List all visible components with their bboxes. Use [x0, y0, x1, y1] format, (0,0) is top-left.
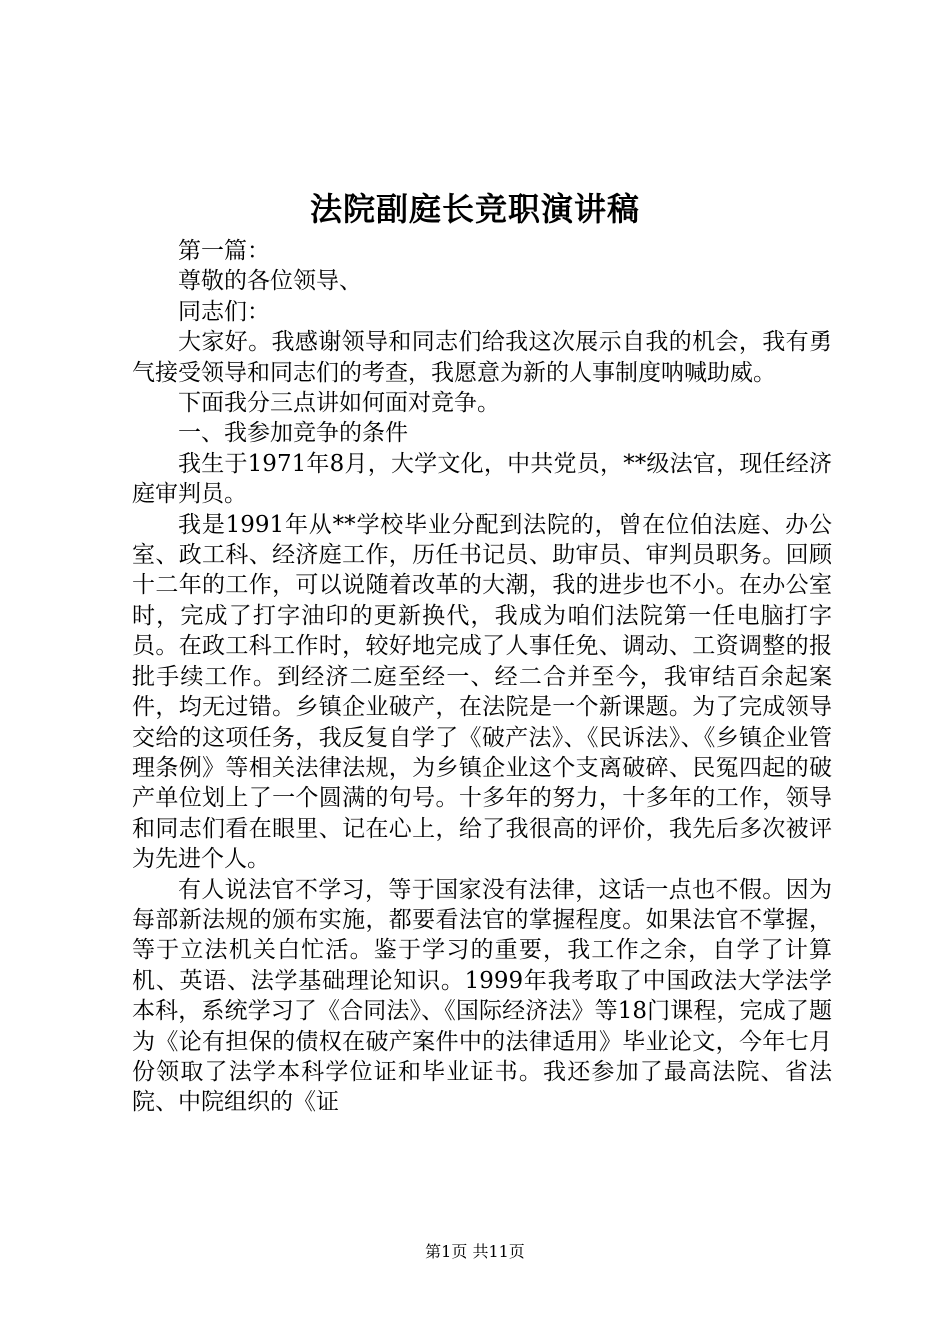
paragraph-greeting: 大家好。我感谢领导和同志们给我这次展示自我的机会，我有勇气接受领导和同志们的考查，我愿意为新的人事制度呐喊助威。 [132, 329, 832, 386]
salutation-line-1: 尊敬的各位领导、 [178, 268, 362, 295]
document-body [132, 236, 832, 1118]
section-heading: 第一篇： [178, 238, 270, 264]
paragraph-intro: 下面我分三点讲如何面对竞争。 [178, 390, 500, 417]
salutation-line-2: 同志们： [178, 298, 270, 325]
paragraph-study: 有人说法官不学习，等于国家没有法律，这话一点也不假。因为每部新法规的颁布实施，都要看法官的掌握程度。如果法官不掌握，等于立法机关白忙活。鉴于学习的重要，我工作之余，自学了计算机、英语、法学基础理论知识。1999年我考取了中国政法大学法学本科，系统学习了《合同法》、《国际经济法》等18门课程，完成了题为《论有担保的债权在破产案件中的法律适用》毕业论文，今年七月份领取了法学本科学位证和毕业证书。我还参加了最高法院、省法院、中院组织的《证 [132, 876, 832, 1116]
paragraph-background: 我生于1971年8月，大学文化，中共党员，**级法官，现任经济庭审判员。 [132, 450, 832, 508]
subheading-conditions: 一、我参加竞争的条件 [178, 420, 408, 447]
page-footer: 第1页 共11页 [425, 1242, 525, 1261]
paragraph-work-history: 我是1991年从**学校毕业分配到法院的，曾在位伯法庭、办公室、政工科、经济庭工作，历任书记员、助审员、审判员职务。回顾十二年的工作，可以说随着改革的大潮，我的进步也不小。在办公室时，完成了打字油印的更新换代，我成为咱们法院第一任电脑打字员。在政工科工作时，较好地完成了人事任免、调动、工资调整的报批手续工作。到经济二庭至经一、经二合并至今，我审结百余起案件，均无过错。乡镇企业破产，在法院是一个新课题。为了完成领导交给的这项任务，我反复自学了《破产法》、《民诉法》、《乡镇企业管理条例》等相关法律法规，为乡镇企业这个支离破碎、民冤四起的破产单位划上了一个圆满的句号。十多年的努力，十多年的工作，领导和同志们看在眼里、记在心上，给了我很高的评价，我先后多次被评为先进个人。 [132, 511, 832, 873]
document-title: 法院副庭长竞职演讲稿 [309, 190, 640, 228]
